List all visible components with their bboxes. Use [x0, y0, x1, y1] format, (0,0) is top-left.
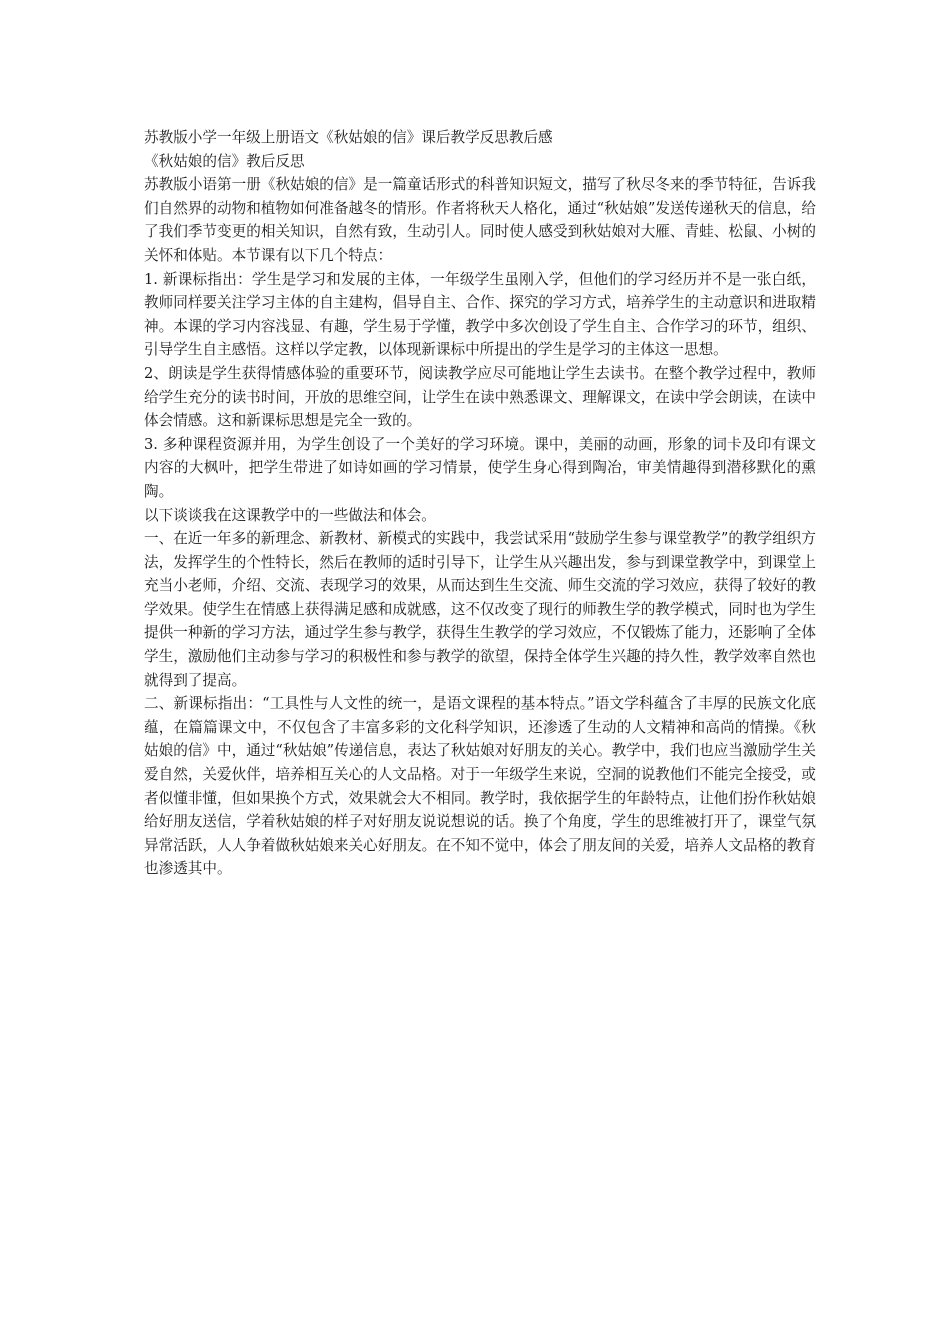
paragraph-section-1: 一、在近一年多的新理念、新教材、新模式的实践中，我尝试采用“鼓励学生参与课堂教学”的教学组织方法，发挥学生的个性特长，然后在教师的适时引导下，让学生从兴趣出发，参与到课堂教学中，到课堂上充当小老师，介绍、交流、表现学习的效果，从而达到生生交流、师生交流的学习效应，获得了较好的教学效果。使学生在情感上获得满足感和成就感，这不仅改变了现行的师教生学的教学模式，同时也为学生提供一种新的学习方法，通过学生参与教学，获得生生教学的学习效应，不仅锻炼了能力，还影响了全体学生，激励他们主动参与学习的积极性和参与教学的欲望，保持全体学生兴趣的持久性，教学效率自然也就得到了提高。	[144, 530, 816, 689]
paragraph-point-2: 2、朗读是学生获得情感体验的重要环节，阅读教学应尽可能地让学生去读书。在整个教学过程中，教师给学生充分的读书时间，开放的思维空间，让学生在读中熟悉课文、理解课文，在读中学会朗读，在读中体会情感。这和新课标思想是完全一致的。	[144, 364, 816, 430]
paragraph-section-2: 二、新课标指出：“工具性与人文性的统一，是语文课程的基本特点。”语文学科蕴含了丰厚的民族文化底蕴，在篇篇课文中，不仅包含了丰富多彩的文化科学知识，还渗透了生动的人文精神和高尚的情操。《秋姑娘的信》中，通过“秋姑娘”传递信息，表达了秋姑娘对好朋友的关心。教学中，我们也应当激励学生关爱自然，关爱伙伴，培养相互关心的人文品格。对于一年级学生来说，空洞的说教他们不能完全接受，或者似懂非懂，但如果换个方式，效果就会大不相同。教学时，我依据学生的年龄特点，让他们扮作秋姑娘给好朋友送信，学着秋姑娘的样子对好朋友说说想说的话。换了个角度，学生的思维被打开了，课堂气氛异常活跃，人人争着做秋姑娘来关心好朋友。在不知不觉中，体会了朋友间的关爱，培养人文品格的教育也渗透其中。	[144, 695, 816, 878]
paragraph-point-1: 1. 新课标指出：学生是学习和发展的主体，一年级学生虽刚入学，但他们的学习经历并不是一张白纸，教师同样要关注学习主体的自主建构，倡导自主、合作、探究的学习方式，培养学生的主动意识和进取精神。本课的学习内容浅显、有趣，学生易于学懂，教学中多次创设了学生自主、合作学习的环节，组织、引导学生自主感悟。这样以学定教，以体现新课标中所提出的学生是学习的主体这一思想。	[144, 270, 816, 359]
paragraph-transition: 以下谈谈我在这课教学中的一些做法和体会。	[144, 506, 436, 524]
document-page	[144, 126, 816, 881]
paragraph-point-3: 3. 多种课程资源并用，为学生创设了一个美好的学习环境。课中，美丽的动画，形象的词卡及印有课文内容的大枫叶，把学生带进了如诗如画的学习情景，使学生身心得到陶冶，审美情趣得到潜移默化的熏陶。	[144, 435, 816, 500]
document-subtitle: 《秋姑娘的信》教后反思	[144, 152, 305, 170]
document-title: 苏教版小学一年级上册语文《秋姑娘的信》课后教学反思教后感	[144, 129, 553, 146]
paragraph-intro: 苏教版小语第一册《秋姑娘的信》是一篇童话形式的科普知识短文，描写了秋尽冬来的季节特征，告诉我们自然界的动物和植物如何准备越冬的情形。作者将秋天人格化，通过“秋姑娘”发送传递秋天的信息，给了我们季节变更的相关知识，自然有致，生动引人。同时使人感受到秋姑娘对大雁、青蛙、松鼠、小树的关怀和体贴。本节课有以下几个特点：	[144, 176, 816, 264]
